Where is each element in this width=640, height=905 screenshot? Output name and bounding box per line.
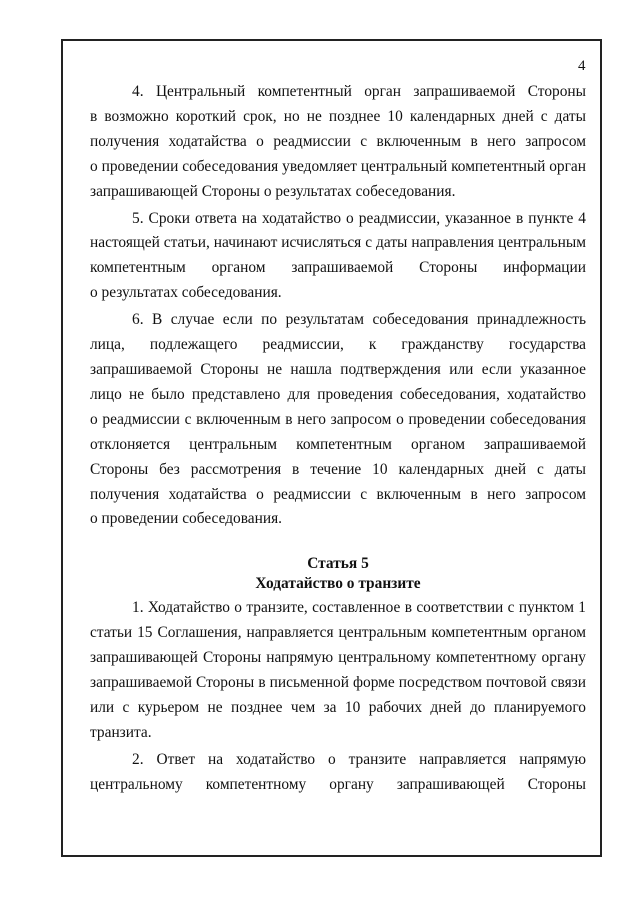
text-line: 5. Сроки ответа на ходатайство о реадмиссии, указанное в пункте 4 <box>132 209 586 227</box>
paragraph-transit-1 <box>90 596 586 745</box>
text-line: запрашивающей Стороны напрямую центральному компетентному органу <box>90 649 586 667</box>
text-line: Стороны без рассмотрения в течение 10 календарных дней с даты <box>90 460 586 478</box>
text-line: запрашиваемой Стороны в письменной форме посредством почтовой связи <box>90 674 586 692</box>
text-line: компетентным органом запрашиваемой Стороны информации <box>90 259 586 277</box>
paragraph-4 <box>90 80 586 205</box>
text-line: о проведении собеседования уведомляет центральный компетентный орган <box>90 157 586 175</box>
text-line: центральному компетентному органу запрашивающей Стороны <box>90 775 586 793</box>
paragraph-5 <box>90 207 586 307</box>
article-heading <box>90 554 586 594</box>
text-line: в возможно короткий срок, но не позднее 10 календарных дней с даты <box>90 107 586 125</box>
text-line: запрашивающей Стороны о результатах собеседования. <box>90 182 456 200</box>
text-line: 4. Центральный компетентный орган запрашиваемой Стороны <box>132 83 586 100</box>
paragraph-6 <box>90 308 586 532</box>
page-number: 4 <box>578 58 586 74</box>
text-line: 2. Ответ на ходатайство о транзите направляется напрямую <box>132 750 586 768</box>
text-line: о проведении собеседования. <box>90 510 283 528</box>
text-line: получения ходатайства о реадмиссии с включенным в него запросом <box>90 132 586 150</box>
text-line: или с курьером не позднее чем за 10 рабочих дней до планируемого <box>90 698 586 716</box>
text-line: настоящей статьи, начинают исчисляться с даты направления центральным <box>90 234 586 252</box>
text-line: получения ходатайства о реадмиссии с включенным в него запросом <box>90 485 586 503</box>
document-body <box>90 80 586 800</box>
text-line: лица, подлежащего реадмиссии, к гражданству государства <box>90 336 586 354</box>
article-subtitle: Ходатайство о транзите <box>255 575 421 593</box>
text-line: о результатах собеседования. <box>90 284 282 302</box>
text-line: статьи 15 Соглашения, направляется центральным компетентным органом <box>90 624 586 642</box>
text-line: лицо не было представлено для проведения собеседования, ходатайство <box>90 385 586 403</box>
paragraph-transit-2 <box>90 748 586 798</box>
text-line: о реадмиссии с включенным в него запросом о проведении собеседования <box>90 410 586 428</box>
text-line: отклоняется центральным компетентным органом запрашиваемой <box>90 435 586 453</box>
article-title: Статья 5 <box>307 555 369 573</box>
text-line: 6. В случае если по результатам собеседования принадлежность <box>132 311 586 329</box>
text-line: запрашиваемой Стороны не нашла подтверждения или если указанное <box>90 360 586 378</box>
text-line: 1. Ходатайство о транзите, составленное в соответствии с пунктом 1 <box>132 599 586 617</box>
text-line: транзита. <box>90 723 152 741</box>
